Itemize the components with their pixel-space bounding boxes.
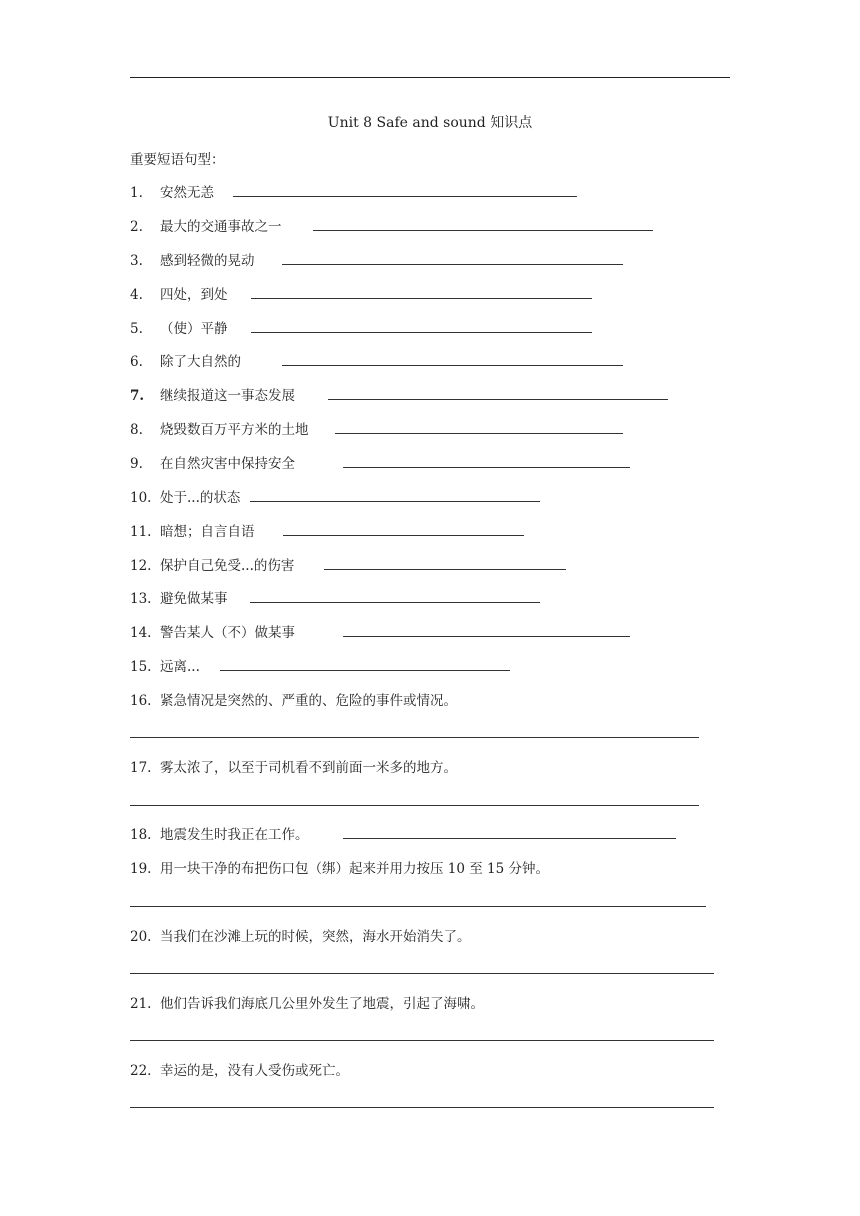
list-item: 7. 继续报道这一事态发展 bbox=[130, 388, 295, 404]
answer-line[interactable] bbox=[130, 805, 699, 806]
section-heading: 重要短语句型： bbox=[130, 152, 225, 168]
list-item: 2. 最大的交通事故之一 bbox=[130, 219, 282, 235]
answer-blank[interactable] bbox=[343, 636, 630, 637]
list-item: 5. （使）平静 bbox=[130, 321, 228, 337]
answer-blank[interactable] bbox=[250, 501, 540, 502]
answer-blank[interactable] bbox=[283, 535, 524, 536]
list-item: 20. 当我们在沙滩上玩的时候，突然，海水开始消失了。 bbox=[130, 929, 471, 945]
list-item: 1. 安然无恙 bbox=[130, 185, 214, 201]
answer-line[interactable] bbox=[130, 1040, 714, 1041]
answer-blank[interactable] bbox=[251, 332, 592, 333]
list-item: 13. 避免做某事 bbox=[130, 591, 228, 607]
list-item: 21. 他们告诉我们海底几公里外发生了地震，引起了海啸。 bbox=[130, 996, 484, 1012]
answer-blank[interactable] bbox=[324, 569, 566, 570]
list-item: 18. 地震发生时我正在工作。 bbox=[130, 827, 309, 843]
list-item: 19. 用一块干净的布把伤口包（绑）起来并用力按压 10 至 15 分钟。 bbox=[130, 861, 550, 877]
list-item: 8. 烧毁数百万平方米的土地 bbox=[130, 422, 309, 438]
answer-blank[interactable] bbox=[220, 670, 510, 671]
answer-blank[interactable] bbox=[251, 298, 592, 299]
answer-line[interactable] bbox=[130, 973, 714, 974]
page-title: Unit 8 Safe and sound 知识点 bbox=[327, 115, 533, 131]
list-item: 17. 雾太浓了，以至于司机看不到前面一米多的地方。 bbox=[130, 760, 457, 776]
answer-blank[interactable] bbox=[233, 196, 577, 197]
answer-blank[interactable] bbox=[282, 365, 623, 366]
list-item: 12. 保护自己免受...的伤害 bbox=[130, 558, 295, 574]
list-item: 6. 除了大自然的 bbox=[130, 354, 241, 370]
answer-blank[interactable] bbox=[343, 467, 630, 468]
answer-line[interactable] bbox=[130, 1107, 714, 1108]
list-item: 9. 在自然灾害中保持安全 bbox=[130, 456, 295, 472]
list-item: 11. 暗想；自言自语 bbox=[130, 524, 255, 540]
answer-line[interactable] bbox=[130, 906, 706, 907]
list-item: 14. 警告某人（不）做某事 bbox=[130, 625, 295, 641]
answer-blank[interactable] bbox=[313, 230, 653, 231]
answer-blank[interactable] bbox=[250, 602, 540, 603]
list-item: 22. 幸运的是，没有人受伤或死亡。 bbox=[130, 1063, 349, 1079]
answer-blank[interactable] bbox=[343, 838, 676, 839]
answer-line[interactable] bbox=[130, 737, 699, 738]
answer-blank[interactable] bbox=[335, 433, 623, 434]
list-item: 4. 四处，到处 bbox=[130, 287, 228, 303]
list-item: 10. 处于...的状态 bbox=[130, 490, 241, 506]
answer-blank[interactable] bbox=[328, 399, 668, 400]
list-item: 16. 紧急情况是突然的、严重的、危险的事件或情况。 bbox=[130, 693, 457, 709]
list-item: 3. 感到轻微的晃动 bbox=[130, 253, 255, 269]
header-rule bbox=[130, 77, 730, 78]
list-item: 15. 远离... bbox=[130, 659, 200, 675]
answer-blank[interactable] bbox=[282, 264, 623, 265]
